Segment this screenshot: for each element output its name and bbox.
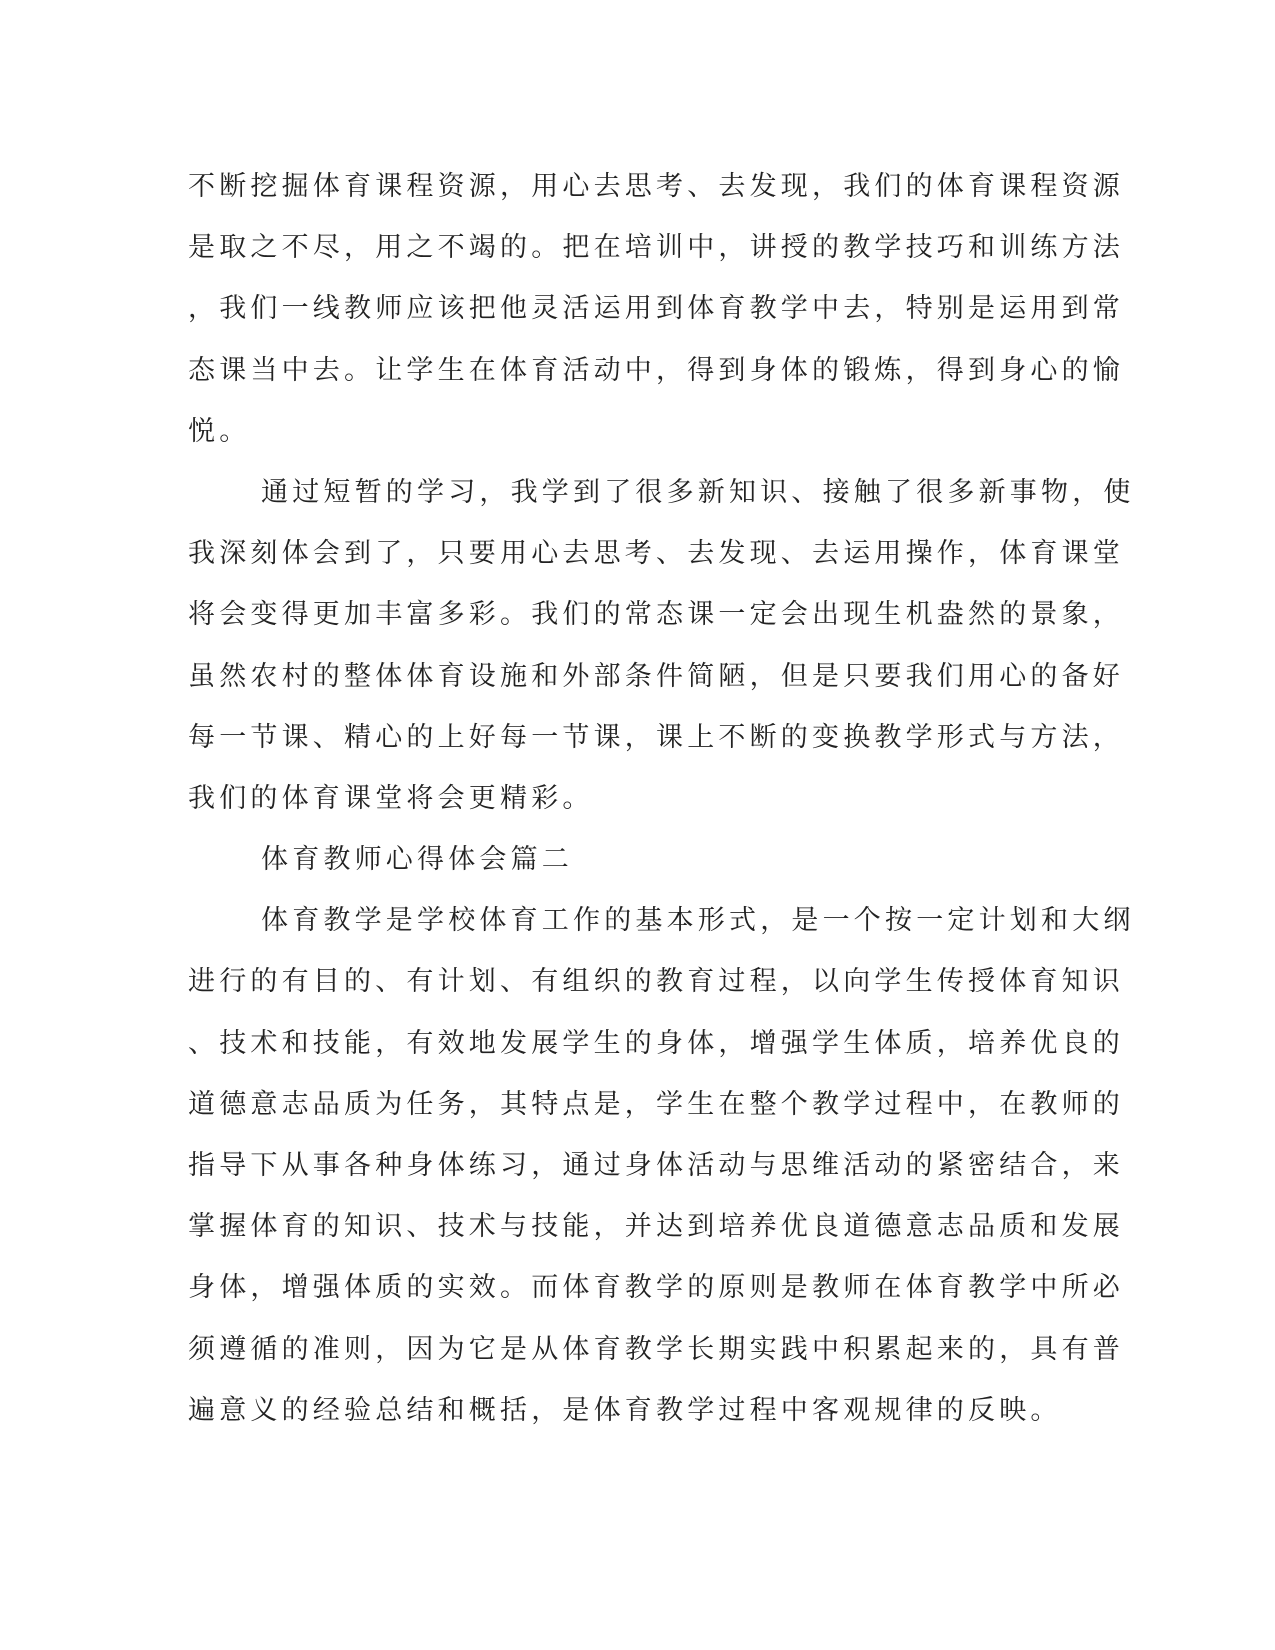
text-line: 指导下从事各种身体练习，通过身体活动与思维活动的紧密结合，来 <box>188 1150 1124 1181</box>
paragraph-first-line: 通过短暂的学习，我学到了很多新知识、接触了很多新事物，使 <box>261 476 1135 508</box>
text-line: 将会变得更加丰富多彩。我们的常态课一定会出现生机盎然的景象， <box>188 599 1124 631</box>
text-line: 身体，增强体质的实效。而体育教学的原则是教师在体育教学中所必 <box>188 1272 1124 1304</box>
text-line: 我深刻体会到了，只要用心去思考、去发现、去运用操作，体育课堂 <box>188 538 1124 570</box>
text-line: 不断挖掘体育课程资源，用心去思考、去发现，我们的体育课程资源 <box>188 171 1124 202</box>
section-heading: 体育教师心得体会篇二 <box>261 844 573 876</box>
document-body <box>188 156 1135 1441</box>
text-line: 虽然农村的整体体育设施和外部条件简陋，但是只要我们用心的备好 <box>188 660 1124 692</box>
text-line: 我们的体育课堂将会更精彩。 <box>188 782 594 814</box>
text-line: 进行的有目的、有计划、有组织的教育过程，以向学生传授体育知识 <box>188 966 1124 998</box>
text-line: 、技术和技能，有效地发展学生的身体，增强学生体质，培养优良的 <box>188 1027 1124 1059</box>
text-line: 是取之不尽，用之不竭的。把在培训中，讲授的教学技巧和训练方法 <box>188 232 1124 264</box>
text-line: 须遵循的准则，因为它是从体育教学长期实践中积累起来的，具有普 <box>188 1333 1124 1365</box>
text-line: ，我们一线教师应该把他灵活运用到体育教学中去，特别是运用到常 <box>188 293 1124 325</box>
text-line: 态课当中去。让学生在体育活动中，得到身体的锻炼，得到身心的愉 <box>188 354 1124 386</box>
paragraph-first-line: 体育教学是学校体育工作的基本形式，是一个按一定计划和大纲 <box>261 905 1135 937</box>
text-line: 每一节课、精心的上好每一节课，课上不断的变换教学形式与方法， <box>188 721 1124 753</box>
text-line: 悦。 <box>188 415 251 447</box>
text-line: 遍意义的经验总结和概括，是体育教学过程中客观规律的反映。 <box>188 1394 1062 1426</box>
text-line: 道德意志品质为任务，其特点是，学生在整个教学过程中，在教师的 <box>188 1088 1124 1120</box>
text-line: 掌握体育的知识、技术与技能，并达到培养优良道德意志品质和发展 <box>188 1211 1124 1243</box>
